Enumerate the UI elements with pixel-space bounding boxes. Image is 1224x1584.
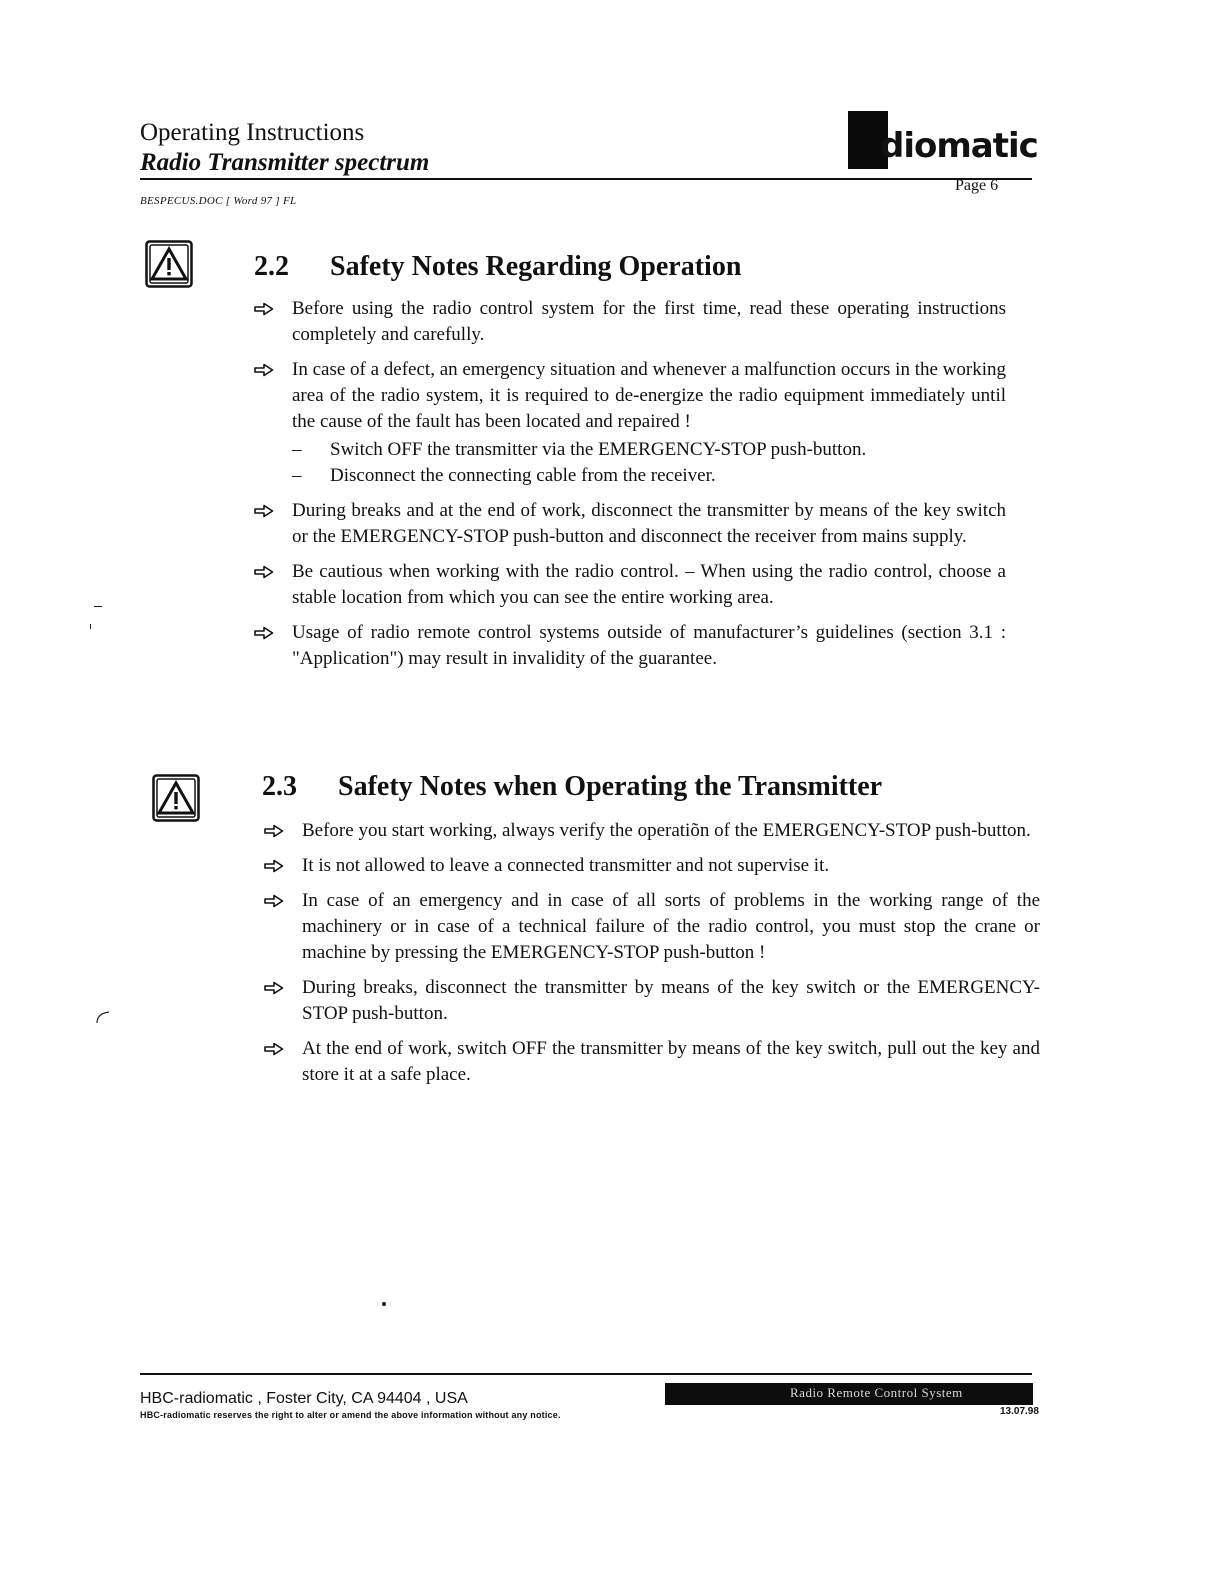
arrow-bullet-icon xyxy=(254,565,274,579)
section-title: Safety Notes when Operating the Transmitter xyxy=(338,771,883,802)
section-title: Safety Notes Regarding Operation xyxy=(330,251,742,282)
arrow-bullet-icon xyxy=(264,1042,284,1056)
list-item xyxy=(254,296,1006,348)
list-item-text: In case of a defect, an emergency situation and whenever a malfunction occurs in the working area of the radio system, it is required to de-energize the radio equipment immediately until the cause of the fault has been located and repaired ! xyxy=(292,359,1006,432)
section-heading xyxy=(254,250,741,284)
bullet-list xyxy=(254,296,1006,681)
scan-speck xyxy=(90,624,91,629)
company-logo: diomatic xyxy=(880,126,1038,166)
list-item-text: During breaks and at the end of work, disconnect the transmitter by means of the key switch or the EMERGENCY-STOP push-button and disconnect the receiver from mains supply. xyxy=(292,500,1006,547)
list-item-text: Before you start working, always verify the operatiõn of the EMERGENCY-STOP push-button. xyxy=(302,820,1031,841)
scan-speck xyxy=(94,606,102,607)
arrow-bullet-icon xyxy=(254,363,274,377)
arrow-bullet-icon xyxy=(264,859,284,873)
sub-list-item-text: Disconnect the connecting cable from the receiver. xyxy=(330,465,716,486)
footer-rule xyxy=(140,1373,1032,1375)
header-rule xyxy=(140,178,1032,180)
list-item xyxy=(254,357,1006,489)
scan-speck xyxy=(382,1302,386,1306)
arrow-bullet-icon xyxy=(254,302,274,316)
section-number: 2.2 xyxy=(254,251,289,282)
warning-triangle-icon xyxy=(152,774,200,822)
list-item-text: Be cautious when working with the radio control. – When using the radio control, choose a stable location from which you can see the entire working area. xyxy=(292,561,1006,608)
document-reference: BESPECUS.DOC [ Word 97 ] FL xyxy=(140,195,297,207)
list-item xyxy=(264,888,1040,966)
list-item xyxy=(254,498,1006,550)
footer-date: 13.07.98 xyxy=(1000,1406,1039,1417)
list-item-text: In case of an emergency and in case of all sorts of problems in the working range of the machinery or in case of a technical failure of the radio control, you must stop the crane or machine by pressing the EMERGENCY-STOP push-button ! xyxy=(302,890,1040,963)
bullet-list xyxy=(264,818,1040,1097)
page-number: Page 6 xyxy=(955,177,999,194)
sub-list xyxy=(292,437,1006,489)
list-item xyxy=(264,1036,1040,1088)
list-item xyxy=(264,975,1040,1027)
list-item-text: During breaks, disconnect the transmitter by means of the key switch or the EMERGENCY-STOP push-button. xyxy=(302,977,1040,1024)
dash-bullet: – xyxy=(292,439,302,460)
list-item xyxy=(264,853,1040,879)
footer-band-text: Radio Remote Control System xyxy=(790,1385,963,1400)
document-title: Operating Instructions xyxy=(140,119,365,146)
list-item-text: At the end of work, switch OFF the transmitter by means of the key switch, pull out the key and store it at a safe place. xyxy=(302,1038,1040,1085)
section-heading xyxy=(262,770,882,804)
arrow-bullet-icon xyxy=(264,894,284,908)
scan-speck xyxy=(95,1010,111,1024)
sub-list-item xyxy=(292,463,1006,489)
section-number: 2.3 xyxy=(262,771,297,802)
footer-address: HBC-radiomatic , Foster City, CA 94404 , USA xyxy=(140,1390,468,1407)
warning-triangle-icon xyxy=(145,240,193,288)
arrow-bullet-icon xyxy=(264,824,284,838)
footer-notice: HBC-radiomatic reserves the right to alter or amend the above information without any notice. xyxy=(140,1410,561,1420)
list-item-text: It is not allowed to leave a connected transmitter and not supervise it. xyxy=(302,855,830,876)
arrow-bullet-icon xyxy=(254,626,274,640)
dash-bullet: – xyxy=(292,465,302,486)
list-item xyxy=(254,559,1006,611)
arrow-bullet-icon xyxy=(254,504,274,518)
list-item xyxy=(264,818,1040,844)
list-item-text: Before using the radio control system for the first time, read these operating instructions completely and carefully. xyxy=(292,298,1006,345)
list-item xyxy=(254,620,1006,672)
sub-list-item-text: Switch OFF the transmitter via the EMERGENCY-STOP push-button. xyxy=(330,439,867,460)
list-item-text: Usage of radio remote control systems outside of manufacturer’s guidelines (section 3.1 : "Application") may result in invalidity of the guarantee. xyxy=(292,622,1006,669)
sub-list-item xyxy=(292,437,1006,463)
document-subtitle: Radio Transmitter spectrum xyxy=(140,149,430,176)
arrow-bullet-icon xyxy=(264,981,284,995)
